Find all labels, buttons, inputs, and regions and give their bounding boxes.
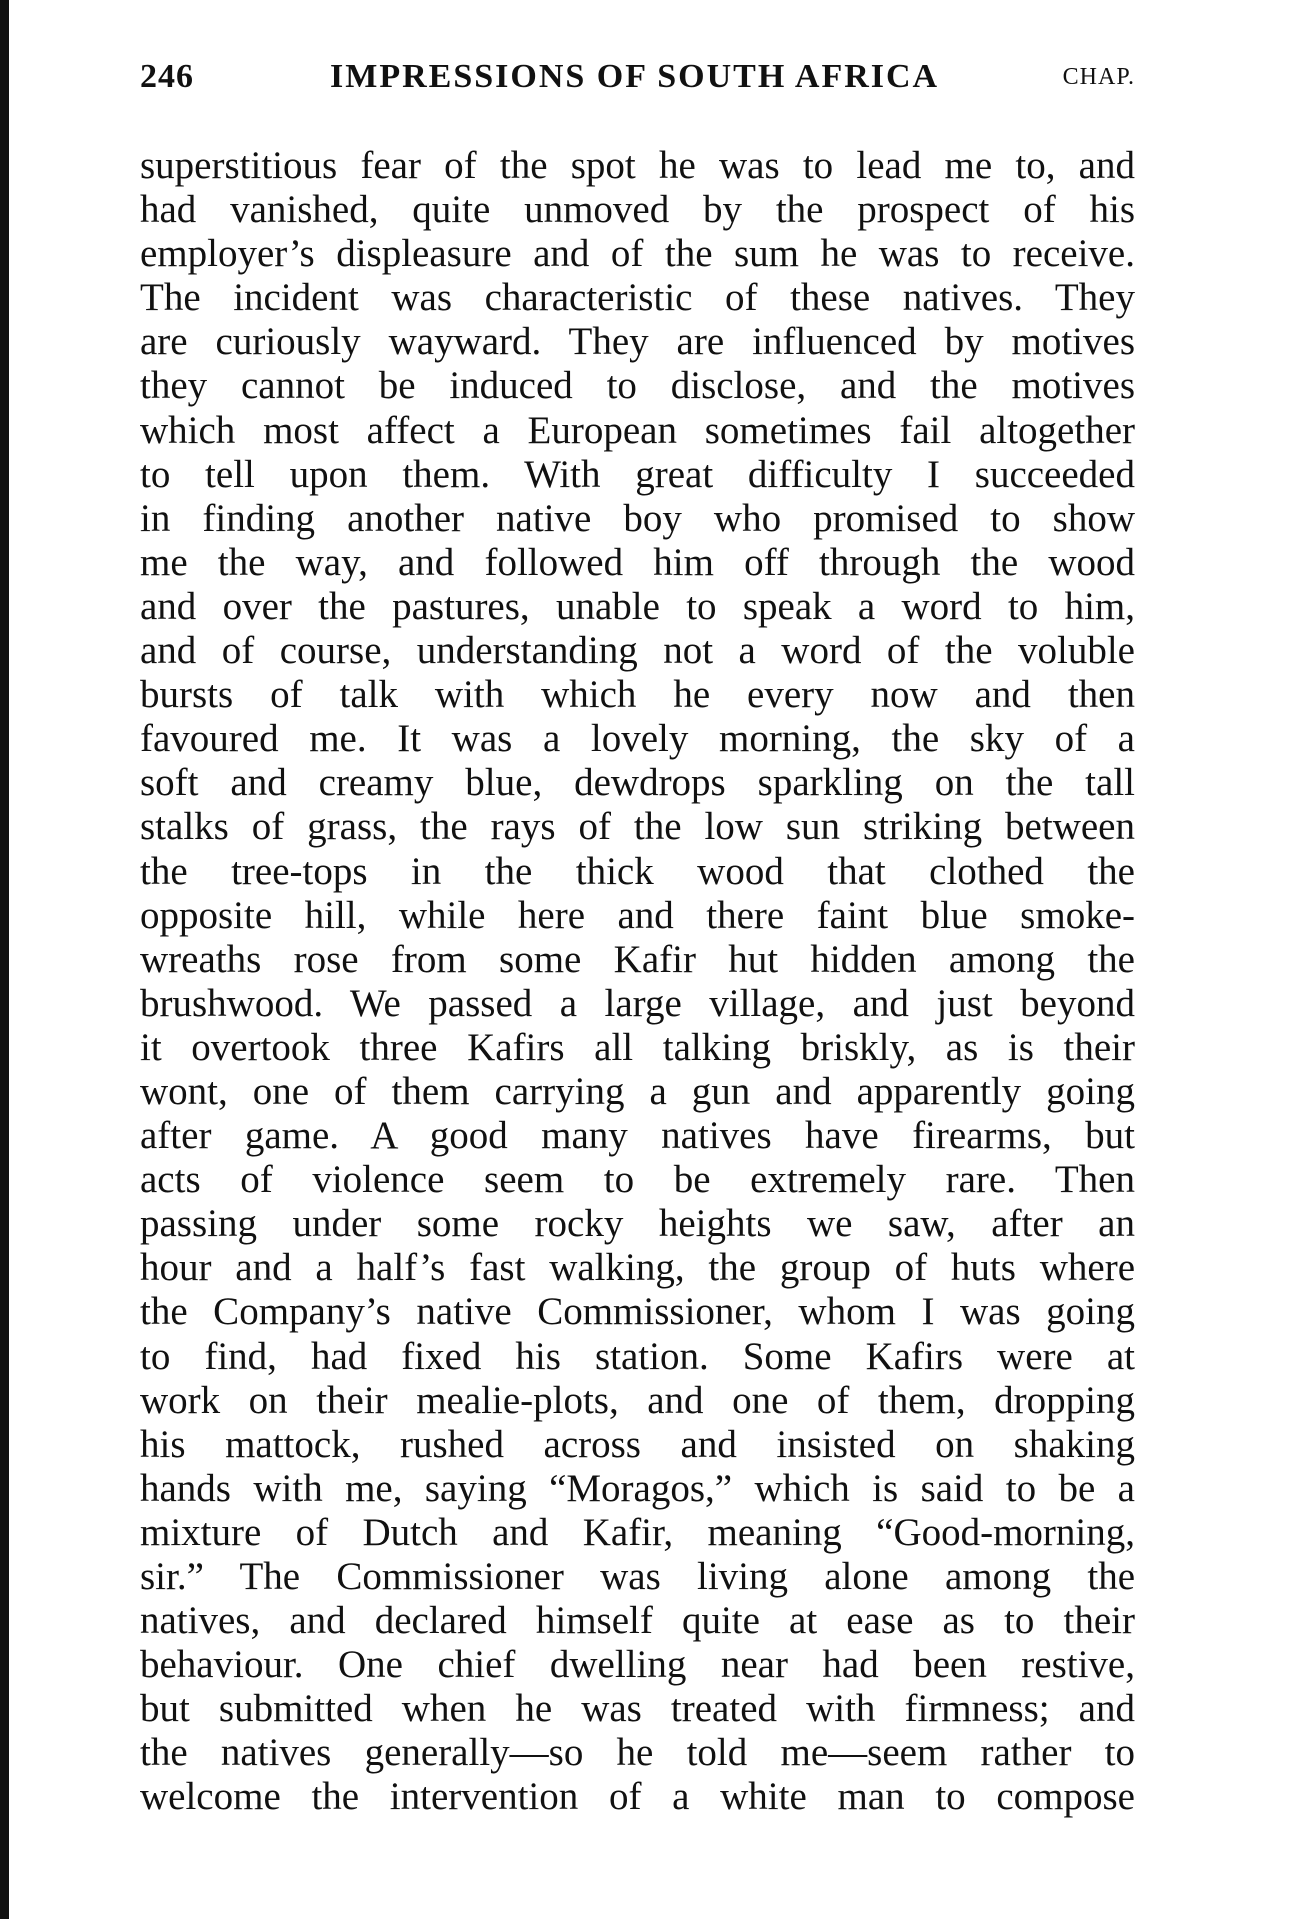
text-line: work on their mealie-plots, and one of them, dropping (140, 1378, 1135, 1422)
page-header (140, 58, 1135, 106)
text-line: to find, had fixed his station. Some Kafirs were at (140, 1334, 1135, 1378)
text-line: and over the pastures, unable to speak a word to him, (140, 584, 1135, 628)
text-line: me the way, and followed him off through the wood (140, 540, 1135, 584)
text-line: after game. A good many natives have firearms, but (140, 1114, 1135, 1158)
page-number: 246 (140, 58, 194, 95)
text-line: brushwood. We passed a large village, and just beyond (140, 981, 1135, 1025)
text-line: stalks of grass, the rays of the low sun striking between (140, 805, 1135, 849)
text-line: his mattock, rushed across and insisted on shaking (140, 1422, 1135, 1466)
text-line: sir.” The Commissioner was living alone among the (140, 1555, 1135, 1598)
text-line: behaviour. One chief dwelling near had been restive, (140, 1643, 1135, 1687)
text-line: passing under some rocky heights we saw, after an (140, 1202, 1135, 1246)
text-line: natives, and declared himself quite at ease as to their (140, 1599, 1135, 1643)
body-text (140, 144, 1135, 1820)
text-line: bursts of talk with which he every now and then (140, 673, 1135, 717)
text-line: welcome the intervention of a white man to compose (140, 1775, 1135, 1819)
running-title: IMPRESSIONS OF SOUTH AFRICA (330, 58, 940, 95)
text-line: the tree-tops in the thick wood that clothed the (140, 849, 1135, 893)
text-line: but submitted when he was treated with firmness; and (140, 1687, 1135, 1731)
chapter-mark: CHAP. (1062, 64, 1135, 90)
text-line: employer’s displeasure and of the sum he was to receive. (140, 232, 1135, 276)
text-line: it overtook three Kafirs all talking briskly, as is their (140, 1025, 1135, 1069)
text-line: are curiously wayward. They are influenced by motives (140, 320, 1135, 364)
text-line: wont, one of them carrying a gun and apparently going (140, 1069, 1135, 1113)
text-line: the Company’s native Commissioner, whom I was going (140, 1290, 1135, 1334)
text-line: mixture of Dutch and Kafir, meaning “Good-morning, (140, 1510, 1135, 1554)
text-line: favoured me. It was a lovely morning, the sky of a (140, 717, 1135, 761)
text-line: wreaths rose from some Kafir hut hidden among the (140, 937, 1135, 981)
text-line: The incident was characteristic of these natives. They (140, 276, 1135, 320)
text-line: superstitious fear of the spot he was to lead me to, and (140, 144, 1135, 187)
text-line: acts of violence seem to be extremely rare. Then (140, 1158, 1135, 1202)
text-line: had vanished, quite unmoved by the prospect of his (140, 188, 1135, 232)
text-line: and of course, understanding not a word of the voluble (140, 629, 1135, 673)
text-line: to tell upon them. With great difficulty I succeeded (140, 452, 1135, 496)
text-line: opposite hill, while here and there faint blue smoke- (140, 893, 1135, 937)
page-binding-edge (0, 0, 9, 1919)
text-line: they cannot be induced to disclose, and the motives (140, 364, 1135, 408)
text-line: in finding another native boy who promised to show (140, 496, 1135, 540)
text-line: which most affect a European sometimes fail altogether (140, 408, 1135, 452)
text-line: soft and creamy blue, dewdrops sparkling on the tall (140, 761, 1135, 805)
text-line: hour and a half’s fast walking, the group of huts where (140, 1246, 1135, 1290)
text-line: the natives generally—so he told me—seem rather to (140, 1731, 1135, 1775)
text-line: hands with me, saying “Moragos,” which is said to be a (140, 1466, 1135, 1510)
